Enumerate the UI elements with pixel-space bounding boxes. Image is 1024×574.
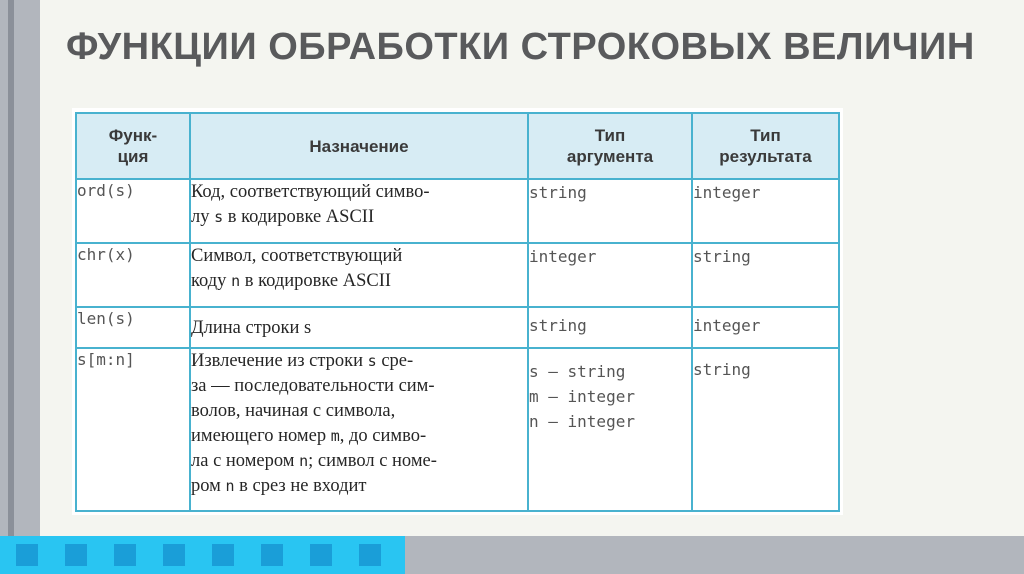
cell-function: ord(s) [76,179,190,243]
header-arg-type [528,113,692,179]
desc-text: , до симво- [339,426,427,446]
desc-code: n [299,452,309,470]
table-row [76,348,839,511]
desc-text: ром [191,476,226,496]
string-functions-table [75,112,840,512]
desc-text: сре- [376,351,414,371]
desc-text: Символ, соответствующий [191,246,403,266]
desc-text: имеющего номер [191,426,331,446]
cell-arg-type: string [528,179,692,243]
cell-description [190,348,528,511]
table-row [76,243,839,307]
table-row [76,179,839,243]
desc-text: Извлечение из строки [191,351,368,371]
desc-code: s [214,208,224,226]
desc-text: в кодировке ASCII [240,271,392,291]
cell-result-type: string [692,348,839,511]
desc-code: n [225,477,235,495]
header-purpose: Назначение [190,113,528,179]
header-function-l1: Функ- [108,126,158,145]
table-row [76,307,839,348]
decor-square [261,544,283,566]
cell-arg-type [528,348,692,511]
cell-arg-type: string [528,307,692,348]
desc-code: s [367,352,377,370]
decor-square [359,544,381,566]
decor-square [114,544,136,566]
slide-title: ФУНКЦИИ ОБРАБОТКИ СТРОКОВЫХ ВЕЛИЧИН [66,26,975,68]
table-header-row [76,113,839,179]
header-function-l2: ция [117,147,149,166]
desc-text: Код, соответствующий симво- [191,182,430,202]
cell-arg-type: integer [528,243,692,307]
cell-function: chr(x) [76,243,190,307]
desc-text: ; символ с номе- [308,451,437,471]
left-frame-bar [0,0,40,574]
cell-description [190,179,528,243]
header-result-type [692,113,839,179]
header-arg-l1: Тип [594,126,626,145]
bottom-accent-bar [0,536,405,574]
cell-result-type: integer [692,307,839,348]
decor-square [65,544,87,566]
arg-line: n — integer [529,412,635,431]
decor-square [163,544,185,566]
decor-square [212,544,234,566]
table-container [72,108,843,515]
decor-square [310,544,332,566]
header-arg-l2: аргумента [566,147,654,166]
header-res-l1: Тип [750,126,781,145]
cell-description [190,243,528,307]
desc-text: в кодировке ASCII [223,207,375,227]
arg-line: s — string [529,362,626,381]
desc-text: ла с номером [191,451,300,471]
cell-result-type: string [692,243,839,307]
desc-code: n [231,272,241,290]
cell-function: s[m:n] [76,348,190,511]
cell-description: Длина строки s [190,307,528,348]
desc-text: за — последовательности сим- [191,376,435,396]
arg-line: m — integer [529,387,635,406]
desc-text: в срез не входит [234,476,367,496]
desc-text: лу [191,207,215,227]
desc-text: волов, начиная с символа, [191,401,396,421]
cell-function: len(s) [76,307,190,348]
desc-text: коду [191,271,232,291]
left-frame-stripe [8,0,14,536]
cell-result-type: integer [692,179,839,243]
desc-code: m [330,427,340,445]
header-function [76,113,190,179]
header-res-l2: результата [719,147,812,166]
decor-square [16,544,38,566]
